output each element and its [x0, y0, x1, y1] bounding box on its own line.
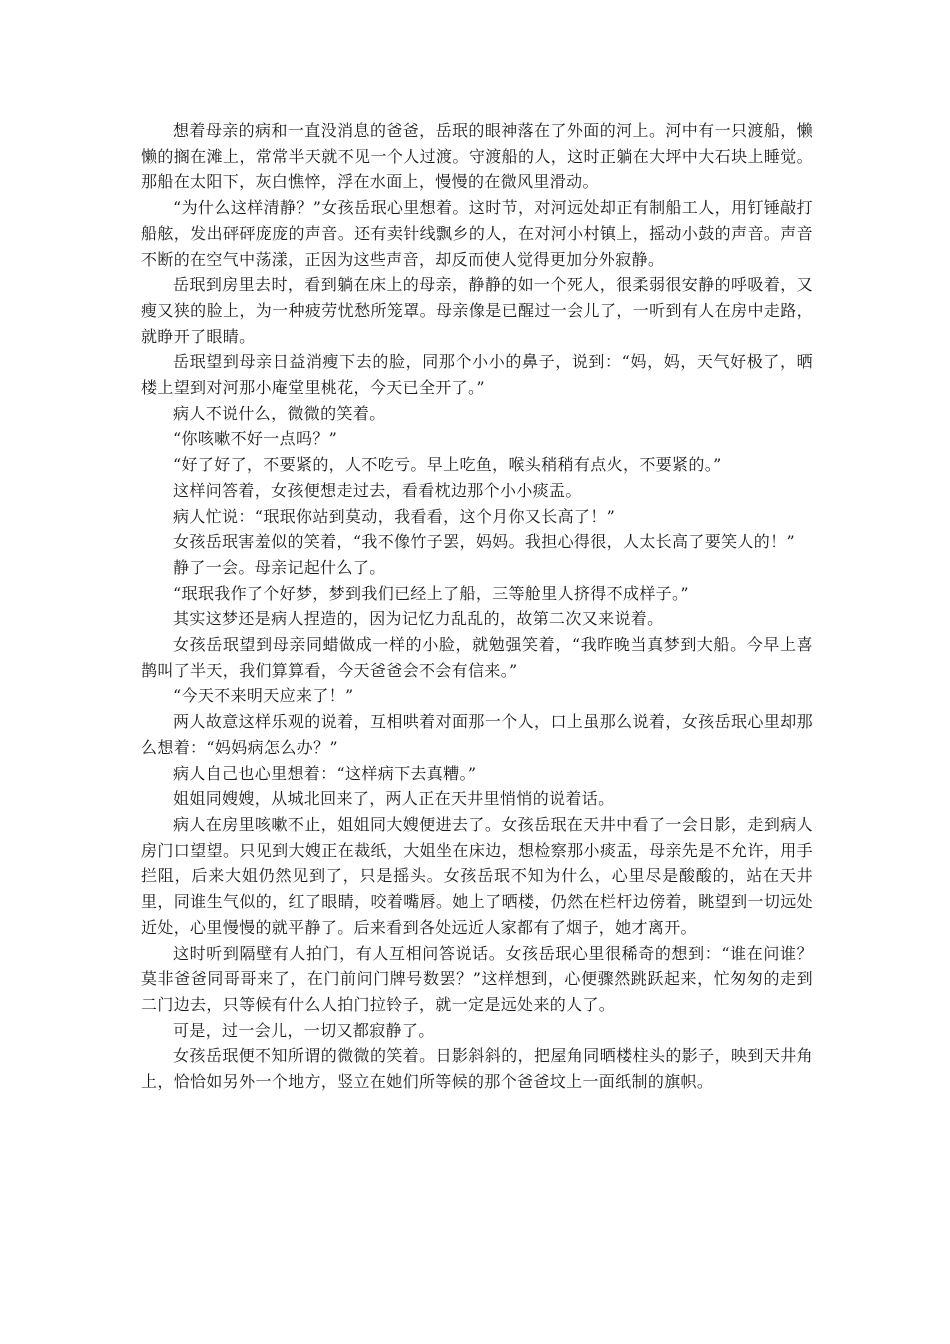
paragraph: 静了一会。母亲记起什么了。	[173, 557, 386, 577]
paragraph: 姐姐同嫂嫂，从城北回来了，两人正在天井里悄悄的说着话。	[173, 789, 615, 809]
paragraph: 病人忙说：“珉珉你站到莫动，我看看，这个月你又长高了！”	[173, 506, 616, 526]
paragraph: 女孩岳珉望到母亲同蜡做成一样的小脸，就勉强笑着，“我昨晚当真梦到大船。今早上喜鹊叫了半天，我们算算看，今天爸爸会不会有信来。”	[141, 635, 813, 680]
paragraph: 这时听到隔壁有人拍门，有人互相问答说话。女孩岳珉心里很稀奇的想到：“谁在问谁？莫非爸爸同哥哥来了，在门前问门牌号数罢？”这样想到，心便骤然跳跃起来，忙匆匆的走到二门边去，只等候有什么人拍门拉铃子，就一定是远处来的人了。	[141, 943, 813, 1014]
paragraph: 病人在房里咳嗽不止，姐姐同大嫂便进去了。女孩岳珉在天井中看了一会日影，走到病人房门口望望。只见到大嫂正在裁纸，大姐坐在床边，想检察那小痰盂，母亲先是不允许，用手拦阻，后来大姐仍然见到了，只是摇头。女孩岳珉不知为什么，心里尽是酸酸的，站在天井里，同谁生气似的，红了眼睛，咬着嘴唇。她上了晒楼，仍然在栏杆边傍着，眺望到一切远处近处，心里慢慢的就平静了。后来看到各处远近人家都有了烟子，她才离开。	[141, 814, 813, 937]
document-body	[141, 118, 813, 1095]
paragraph: 病人不说什么，微微的笑着。	[173, 403, 386, 423]
paragraph: “好了好了，不要紧的，人不吃亏。早上吃鱼，喉头稍稍有点火，不要紧的。”	[173, 455, 722, 475]
paragraph: 这样问答着，女孩便想走过去，看看枕边那个小小痰盂。	[173, 480, 582, 500]
paragraph: 两人故意这样乐观的说着，互相哄着对面那一个人，口上虽那么说着，女孩岳珉心里却那么想着：“妈妈病怎么办？”	[141, 712, 813, 757]
paragraph: 岳珉望到母亲日益消瘦下去的脸，同那个小小的鼻子，说到：“妈，妈，天气好极了，晒楼上望到对河那小庵堂里桃花，今天已全开了。”	[141, 352, 813, 398]
paragraph: 女孩岳珉便不知所谓的微微的笑着。日影斜斜的，把屋角同晒楼柱头的影子，映到天井角上，恰恰如另外一个地方，竖立在她们所等候的那个爸爸坟上一面纸制的旗帜。	[141, 1046, 813, 1092]
paragraph: 病人自己也心里想着：“这样病下去真糟。”	[173, 763, 477, 783]
paragraph: 想着母亲的病和一直没消息的爸爸，岳珉的眼神落在了外面的河上。河中有一只渡船，懒懒的搁在滩上，常常半天就不见一个人过渡。守渡船的人，这时正躺在大坪中大石块上睡觉。那船在太阳下，灰白憔悴，浮在水面上，慢慢的在微风里滑动。	[141, 121, 813, 192]
paragraph: 其实这梦还是病人捏造的，因为记忆力乱乱的，故第二次又来说着。	[173, 609, 664, 629]
paragraph: “为什么这样清静？”女孩岳珉心里想着。这时节，对河远处却正有制船工人，用钉锤敲打船舷，发出砰砰庞庞的声音。还有卖针线飘乡的人，在对河小村镇上，摇动小鼓的声音。声音不断的在空气中荡漾，正因为这些声音，却反而使人觉得更加分外寂静。	[141, 198, 813, 269]
paragraph: 岳珉到房里去时，看到躺在床上的母亲，静静的如一个死人，很柔弱很安静的呼吸着，又瘦又狭的脸上，为一种疲劳忧愁所笼罩。母亲像是已醒过一会儿了，一听到有人在房中走路，就睁开了眼睛。	[141, 275, 813, 346]
paragraph: 女孩岳珉害羞似的笑着，“我不像竹子罢，妈妈。我担心得很，人太长高了要笑人的！”	[173, 532, 796, 552]
paragraph: 可是，过一会儿，一切又都寂静了。	[173, 1020, 435, 1040]
paragraph: “今天不来明天应来了！”	[173, 686, 354, 706]
paragraph: “你咳嗽不好一点吗？”	[173, 429, 338, 449]
paragraph: “珉珉我作了个好梦，梦到我们已经上了船，三等舱里人挤得不成样子。”	[173, 583, 689, 603]
